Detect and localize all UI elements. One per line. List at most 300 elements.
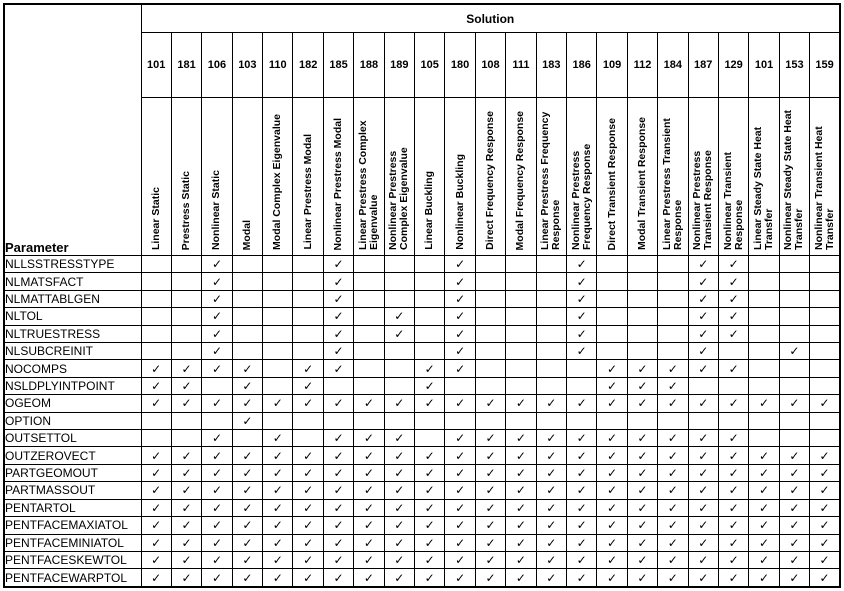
check-cell (536, 360, 566, 377)
solution-name-cell (323, 98, 353, 256)
check-cell (718, 412, 748, 429)
check-mark-cell: ✓ (171, 499, 201, 516)
check-cell (475, 308, 505, 325)
check-cell (171, 325, 201, 342)
table-row (4, 517, 840, 534)
solution-name-cell (475, 98, 505, 256)
check-mark-cell: ✓ (597, 569, 627, 587)
check-mark-cell: ✓ (445, 569, 475, 587)
check-cell (658, 325, 688, 342)
check-mark-cell: ✓ (171, 395, 201, 412)
check-cell (263, 308, 293, 325)
check-mark-cell: ✓ (293, 395, 323, 412)
check-mark-cell: ✓ (445, 290, 475, 307)
check-mark-cell: ✓ (718, 395, 748, 412)
check-mark-cell: ✓ (445, 395, 475, 412)
check-cell (658, 343, 688, 360)
check-cell (810, 377, 840, 394)
check-mark-cell: ✓ (627, 464, 657, 481)
solution-code: 186 (566, 33, 596, 98)
solution-name-cell (141, 98, 171, 256)
check-mark-cell: ✓ (688, 256, 718, 273)
check-mark-cell: ✓ (445, 325, 475, 342)
check-cell (627, 325, 657, 342)
check-cell (171, 290, 201, 307)
check-mark-cell: ✓ (810, 551, 840, 568)
check-cell (506, 412, 536, 429)
check-mark-cell: ✓ (658, 551, 688, 568)
check-mark-cell: ✓ (323, 464, 353, 481)
check-cell (445, 377, 475, 394)
check-mark-cell: ✓ (141, 377, 171, 394)
check-mark-cell: ✓ (749, 395, 779, 412)
solution-code: 112 (627, 33, 657, 98)
check-mark-cell: ✓ (202, 482, 232, 499)
check-mark-cell: ✓ (202, 395, 232, 412)
check-mark-cell: ✓ (141, 517, 171, 534)
check-mark-cell: ✓ (627, 447, 657, 464)
solution-name-cell (688, 98, 718, 256)
check-mark-cell: ✓ (536, 395, 566, 412)
check-mark-cell: ✓ (597, 377, 627, 394)
check-mark-cell: ✓ (566, 534, 596, 551)
check-cell (810, 430, 840, 447)
check-cell (171, 343, 201, 360)
check-mark-cell: ✓ (597, 482, 627, 499)
check-mark-cell: ✓ (688, 447, 718, 464)
parameter-name: NLMATTABLGEN (4, 290, 141, 307)
check-mark-cell: ✓ (141, 360, 171, 377)
solution-code: 103 (232, 33, 262, 98)
check-mark-cell: ✓ (141, 447, 171, 464)
check-cell (141, 325, 171, 342)
solution-name-cell (445, 98, 475, 256)
check-mark-cell: ✓ (718, 325, 748, 342)
solution-name: Prestress Static (180, 170, 193, 250)
check-mark-cell: ✓ (263, 499, 293, 516)
check-mark-cell: ✓ (749, 499, 779, 516)
solution-name: Nonlinear Prestress Complex Eigenvalue (387, 147, 411, 250)
check-mark-cell: ✓ (536, 464, 566, 481)
check-mark-cell: ✓ (566, 447, 596, 464)
check-cell (141, 273, 171, 290)
solution-code: 105 (415, 33, 445, 98)
check-mark-cell: ✓ (202, 447, 232, 464)
check-cell (354, 343, 384, 360)
check-cell (263, 360, 293, 377)
check-mark-cell: ✓ (688, 343, 718, 360)
solution-code: 101 (749, 33, 779, 98)
check-cell (506, 360, 536, 377)
solution-name-cell (566, 98, 596, 256)
check-cell (232, 430, 262, 447)
check-mark-cell: ✓ (718, 308, 748, 325)
check-cell (354, 290, 384, 307)
check-mark-cell: ✓ (749, 534, 779, 551)
check-mark-cell: ✓ (779, 534, 809, 551)
check-mark-cell: ✓ (384, 464, 414, 481)
table-row (4, 325, 840, 342)
check-cell (415, 325, 445, 342)
check-mark-cell: ✓ (323, 343, 353, 360)
check-mark-cell: ✓ (323, 569, 353, 587)
check-mark-cell: ✓ (658, 482, 688, 499)
check-mark-cell: ✓ (384, 308, 414, 325)
check-cell (810, 412, 840, 429)
check-cell (566, 377, 596, 394)
check-cell (810, 308, 840, 325)
check-mark-cell: ✓ (810, 534, 840, 551)
parameter-name: NLLSSTRESSTYPE (4, 256, 141, 273)
check-mark-cell: ✓ (232, 551, 262, 568)
check-mark-cell: ✓ (415, 482, 445, 499)
check-mark-cell: ✓ (597, 430, 627, 447)
check-cell (293, 430, 323, 447)
solution-name: Nonlinear Steady State Heat Transfer (782, 109, 806, 250)
check-mark-cell: ✓ (263, 482, 293, 499)
check-cell (749, 256, 779, 273)
check-mark-cell: ✓ (536, 499, 566, 516)
check-cell (415, 412, 445, 429)
table-row (4, 569, 840, 587)
check-mark-cell: ✓ (323, 551, 353, 568)
check-mark-cell: ✓ (415, 447, 445, 464)
check-mark-cell: ✓ (263, 464, 293, 481)
check-mark-cell: ✓ (536, 447, 566, 464)
check-mark-cell: ✓ (141, 482, 171, 499)
check-cell (597, 412, 627, 429)
check-mark-cell: ✓ (475, 395, 505, 412)
check-mark-cell: ✓ (415, 551, 445, 568)
check-mark-cell: ✓ (232, 569, 262, 587)
check-mark-cell: ✓ (445, 499, 475, 516)
check-mark-cell: ✓ (293, 517, 323, 534)
check-cell (384, 412, 414, 429)
solution-name-cell (293, 98, 323, 256)
check-mark-cell: ✓ (415, 464, 445, 481)
check-cell (354, 360, 384, 377)
check-mark-cell: ✓ (202, 256, 232, 273)
check-cell (506, 343, 536, 360)
solution-name: Nonlinear Transient Response (721, 151, 745, 250)
table-row (4, 377, 840, 394)
check-cell (354, 308, 384, 325)
check-cell (779, 360, 809, 377)
check-cell (506, 308, 536, 325)
table-row (4, 482, 840, 499)
check-mark-cell: ✓ (779, 569, 809, 587)
check-mark-cell: ✓ (597, 534, 627, 551)
solution-code: 109 (597, 33, 627, 98)
check-cell (232, 343, 262, 360)
check-cell (415, 290, 445, 307)
check-mark-cell: ✓ (141, 534, 171, 551)
check-mark-cell: ✓ (658, 499, 688, 516)
check-mark-cell: ✓ (415, 517, 445, 534)
check-mark-cell: ✓ (506, 430, 536, 447)
check-mark-cell: ✓ (354, 447, 384, 464)
check-mark-cell: ✓ (718, 360, 748, 377)
check-cell (141, 412, 171, 429)
check-mark-cell: ✓ (293, 499, 323, 516)
check-mark-cell: ✓ (202, 517, 232, 534)
check-cell (263, 256, 293, 273)
check-mark-cell: ✓ (779, 517, 809, 534)
check-cell (202, 412, 232, 429)
check-cell (779, 325, 809, 342)
check-mark-cell: ✓ (475, 569, 505, 587)
solution-name: Direct Transient Response (605, 117, 618, 250)
table-row (4, 447, 840, 464)
check-mark-cell: ✓ (293, 447, 323, 464)
solution-code: 108 (475, 33, 505, 98)
check-cell (141, 343, 171, 360)
check-mark-cell: ✓ (445, 482, 475, 499)
check-mark-cell: ✓ (232, 447, 262, 464)
check-mark-cell: ✓ (475, 464, 505, 481)
solution-name: Linear Prestress Transient Response (660, 118, 684, 250)
solution-name: Nonlinear Prestress Modal (332, 117, 345, 250)
check-mark-cell: ✓ (566, 551, 596, 568)
check-mark-cell: ✓ (566, 464, 596, 481)
check-mark-cell: ✓ (688, 482, 718, 499)
check-mark-cell: ✓ (445, 360, 475, 377)
check-cell (506, 377, 536, 394)
table-row (4, 499, 840, 516)
check-mark-cell: ✓ (263, 447, 293, 464)
check-mark-cell: ✓ (475, 517, 505, 534)
check-cell (658, 412, 688, 429)
check-mark-cell: ✓ (232, 395, 262, 412)
check-cell (293, 308, 323, 325)
check-mark-cell: ✓ (475, 534, 505, 551)
solution-name: Linear Steady State Heat Transfer (752, 126, 775, 250)
table-row (4, 256, 840, 273)
check-mark-cell: ✓ (171, 377, 201, 394)
check-cell (627, 290, 657, 307)
check-mark-cell: ✓ (566, 308, 596, 325)
parameter-name: PENTARTOL (4, 499, 141, 516)
check-mark-cell: ✓ (779, 395, 809, 412)
check-mark-cell: ✓ (141, 499, 171, 516)
check-mark-cell: ✓ (718, 430, 748, 447)
check-cell (475, 325, 505, 342)
check-cell (293, 290, 323, 307)
check-cell (323, 377, 353, 394)
solution-code: 106 (202, 33, 232, 98)
check-mark-cell: ✓ (354, 464, 384, 481)
check-mark-cell: ✓ (171, 534, 201, 551)
table-row (4, 343, 840, 360)
check-mark-cell: ✓ (323, 273, 353, 290)
check-cell (536, 290, 566, 307)
check-cell (749, 343, 779, 360)
check-mark-cell: ✓ (688, 308, 718, 325)
table-row (4, 395, 840, 412)
check-cell (810, 256, 840, 273)
check-mark-cell: ✓ (506, 499, 536, 516)
check-mark-cell: ✓ (263, 569, 293, 587)
check-mark-cell: ✓ (718, 517, 748, 534)
check-cell (141, 256, 171, 273)
solution-name: Modal (240, 219, 253, 250)
check-mark-cell: ✓ (202, 343, 232, 360)
check-mark-cell: ✓ (323, 482, 353, 499)
check-cell (779, 412, 809, 429)
check-cell (293, 256, 323, 273)
check-cell (354, 412, 384, 429)
check-mark-cell: ✓ (810, 569, 840, 587)
check-cell (415, 308, 445, 325)
check-mark-cell: ✓ (688, 395, 718, 412)
solution-name-cell (506, 98, 536, 256)
parameter-name: OGEOM (4, 395, 141, 412)
check-mark-cell: ✓ (445, 430, 475, 447)
check-cell (354, 273, 384, 290)
parameter-name: PARTMASSOUT (4, 482, 141, 499)
check-cell (597, 290, 627, 307)
check-mark-cell: ✓ (566, 290, 596, 307)
parameter-name: NOCOMPS (4, 360, 141, 377)
check-mark-cell: ✓ (688, 273, 718, 290)
check-mark-cell: ✓ (688, 464, 718, 481)
parameter-name: PENTFACEMAXIATOL (4, 517, 141, 534)
check-mark-cell: ✓ (627, 517, 657, 534)
check-cell (232, 273, 262, 290)
check-mark-cell: ✓ (597, 551, 627, 568)
check-mark-cell: ✓ (566, 430, 596, 447)
check-cell (263, 325, 293, 342)
check-mark-cell: ✓ (688, 290, 718, 307)
check-mark-cell: ✓ (384, 569, 414, 587)
check-mark-cell: ✓ (415, 499, 445, 516)
check-mark-cell: ✓ (171, 464, 201, 481)
check-cell (536, 412, 566, 429)
check-cell (293, 343, 323, 360)
check-mark-cell: ✓ (627, 395, 657, 412)
check-cell (171, 430, 201, 447)
parameter-name: NLTRUESTRESS (4, 325, 141, 342)
check-mark-cell: ✓ (171, 551, 201, 568)
check-mark-cell: ✓ (171, 360, 201, 377)
check-cell (415, 343, 445, 360)
check-cell (263, 273, 293, 290)
check-mark-cell: ✓ (627, 569, 657, 587)
check-cell (384, 273, 414, 290)
check-mark-cell: ✓ (506, 482, 536, 499)
check-cell (810, 325, 840, 342)
check-cell (141, 290, 171, 307)
parameter-name: PENTFACEMINIATOL (4, 534, 141, 551)
check-mark-cell: ✓ (718, 482, 748, 499)
solution-name-cell (627, 98, 657, 256)
solution-name: Nonlinear Static (210, 170, 223, 250)
check-mark-cell: ✓ (384, 534, 414, 551)
solution-name-cell (779, 98, 809, 256)
check-mark-cell: ✓ (384, 499, 414, 516)
parameter-name: NLTOL (4, 308, 141, 325)
check-mark-cell: ✓ (566, 273, 596, 290)
check-mark-cell: ✓ (718, 499, 748, 516)
check-mark-cell: ✓ (506, 464, 536, 481)
check-cell (688, 412, 718, 429)
parameter-name: OUTSETTOL (4, 430, 141, 447)
solution-name-cell (597, 98, 627, 256)
check-mark-cell: ✓ (263, 551, 293, 568)
check-cell (475, 360, 505, 377)
check-cell (475, 256, 505, 273)
check-mark-cell: ✓ (323, 395, 353, 412)
check-mark-cell: ✓ (810, 482, 840, 499)
check-mark-cell: ✓ (718, 464, 748, 481)
check-mark-cell: ✓ (293, 569, 323, 587)
check-cell (749, 290, 779, 307)
check-mark-cell: ✓ (293, 360, 323, 377)
parameter-name: NSLDPLYINTPOINT (4, 377, 141, 394)
solution-code: 183 (536, 33, 566, 98)
check-mark-cell: ✓ (597, 447, 627, 464)
check-mark-cell: ✓ (354, 517, 384, 534)
check-mark-cell: ✓ (536, 430, 566, 447)
check-mark-cell: ✓ (415, 395, 445, 412)
check-mark-cell: ✓ (384, 447, 414, 464)
check-mark-cell: ✓ (354, 430, 384, 447)
check-cell (718, 377, 748, 394)
check-cell (141, 308, 171, 325)
check-cell (415, 273, 445, 290)
check-mark-cell: ✓ (141, 464, 171, 481)
check-cell (384, 343, 414, 360)
check-cell (475, 273, 505, 290)
check-mark-cell: ✓ (171, 447, 201, 464)
check-cell (810, 273, 840, 290)
check-mark-cell: ✓ (658, 464, 688, 481)
check-mark-cell: ✓ (718, 273, 748, 290)
check-cell (445, 412, 475, 429)
check-mark-cell: ✓ (263, 534, 293, 551)
check-mark-cell: ✓ (749, 464, 779, 481)
check-cell (749, 430, 779, 447)
check-cell (141, 430, 171, 447)
check-mark-cell: ✓ (202, 569, 232, 587)
solution-code: 187 (688, 33, 718, 98)
check-mark-cell: ✓ (445, 534, 475, 551)
check-cell (779, 290, 809, 307)
check-cell (749, 325, 779, 342)
check-cell (810, 360, 840, 377)
check-mark-cell: ✓ (810, 499, 840, 516)
check-mark-cell: ✓ (688, 569, 718, 587)
solution-name-cell (658, 98, 688, 256)
check-mark-cell: ✓ (475, 447, 505, 464)
check-cell (597, 273, 627, 290)
check-mark-cell: ✓ (810, 464, 840, 481)
check-mark-cell: ✓ (627, 377, 657, 394)
check-mark-cell: ✓ (779, 499, 809, 516)
solution-code: 182 (293, 33, 323, 98)
check-mark-cell: ✓ (688, 517, 718, 534)
solution-name-cell (718, 98, 748, 256)
check-mark-cell: ✓ (475, 551, 505, 568)
check-mark-cell: ✓ (232, 377, 262, 394)
check-mark-cell: ✓ (536, 482, 566, 499)
check-mark-cell: ✓ (202, 325, 232, 342)
solution-name: Linear Prestress Complex Eigenvalue (356, 120, 380, 250)
table-row (4, 551, 840, 568)
check-cell (810, 343, 840, 360)
check-mark-cell: ✓ (171, 517, 201, 534)
solution-name: Direct Frequency Response (483, 111, 496, 250)
